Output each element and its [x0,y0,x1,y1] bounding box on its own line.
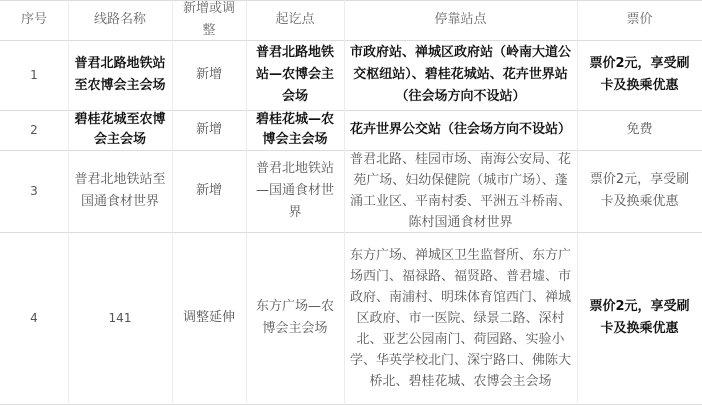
header-type: 新增或调整 [182,1,235,38]
route-name: 普君北地铁站至国通食材世界 [74,172,166,209]
header-endpoints: 起讫点 [275,12,315,27]
row-index: 1 [30,68,38,82]
route-type: 新增 [195,183,222,198]
row-index: 4 [30,311,38,325]
route-fare: 票价2元，享受刷卡及换乘优惠 [589,56,690,93]
route-name: 碧桂花城至农博会主会场 [74,112,166,147]
route-name: 141 [108,311,132,325]
route-endpoints: 普君北地铁站—国通食材世界 [255,161,334,220]
route-endpoints: 普君北路地铁站—农博会主会场 [255,45,334,104]
route-type: 新增 [195,122,222,137]
route-type: 新增 [195,67,222,82]
route-fare: 票价2元，享受刷卡及换乘优惠 [589,299,690,336]
header-stops: 停靠站点 [434,12,487,27]
route-type: 调整延伸 [182,310,235,325]
route-fare: 免费 [626,122,653,137]
route-stops: 花卉世界公交站（往会场方向不设站） [350,122,572,137]
row-index: 2 [30,123,38,137]
route-endpoints: 碧桂花城—农博会主会场 [255,112,334,147]
route-fare: 票价2元，享受刷卡及换乘优惠 [589,172,690,209]
row-index: 3 [30,184,38,198]
route-stops: 东方广场、禅城区卫生监督所、东方广场西门、福禄路、福贤路、普君墟、市政府、南浦村、明珠体育馆西门、禅城区政府、市一医院、绿景二路、深村北、亚艺公园南门、荷园路、实验小学、华英学校北门、深宁路口、佛陈大桥北、碧桂花城、农博会主会场 [350,247,572,389]
route-name: 普君北路地铁站至农博会主会场 [74,56,166,93]
header-route: 线路名称 [93,12,146,27]
header-fare: 票价 [626,12,653,27]
route-stops: 普君北路、桂园市场、南海公安局、花苑广场、妇幼保健院（城市广场）、蓬涌工业区、平南村委、平洲五斗桥南、陈村国通食材世界 [350,152,572,230]
route-endpoints: 东方广场—农博会主会场 [255,299,334,336]
header-index: 序号 [20,12,47,27]
route-stops: 市政府站、禅城区政府站（岭南大道公交枢纽站）、碧桂花城站、花卉世界站（往会场方向不设站） [349,45,571,104]
